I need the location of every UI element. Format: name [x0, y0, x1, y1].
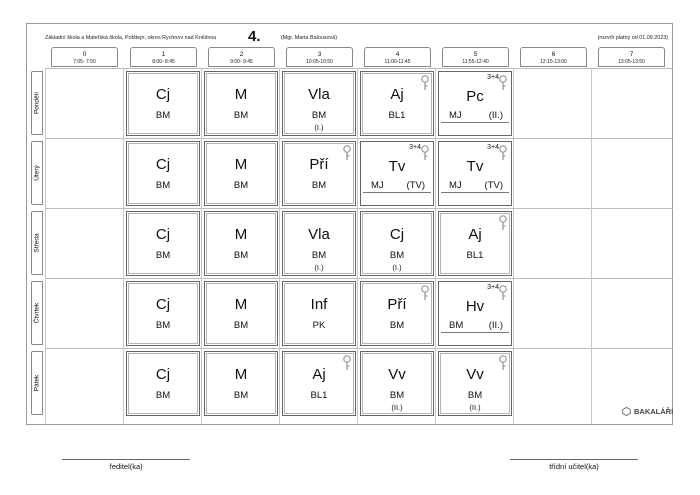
lesson-teacher: MJ: [449, 110, 462, 121]
period-number: 3: [317, 51, 322, 58]
lesson-subject: Cj: [155, 86, 171, 103]
grid-line: [513, 68, 514, 424]
lesson-group: (TV): [484, 180, 503, 191]
grid-line: [123, 68, 124, 424]
lesson-teacher: BM: [389, 250, 405, 261]
lesson-teacher: BM: [233, 250, 249, 261]
lesson-cell[interactable]: [204, 211, 278, 276]
period-time: 12:15-13:00: [540, 59, 567, 65]
lesson-cell[interactable]: [204, 281, 278, 346]
grid-line: [45, 68, 673, 69]
lesson-subject: Hv: [465, 298, 485, 315]
lesson-cell[interactable]: [204, 351, 278, 416]
group-tag: 3+4: [487, 144, 499, 151]
lesson-teacher: BM: [155, 110, 171, 121]
period-number: 1: [161, 51, 166, 58]
divider: [441, 332, 509, 333]
lesson-teacher: BM: [389, 390, 405, 401]
grid-line: [45, 278, 673, 279]
lesson-subject: Cj: [155, 296, 171, 313]
period-number: 0: [82, 51, 87, 58]
day-label-tuesday: [31, 141, 43, 205]
lesson-room: (I.): [392, 263, 402, 272]
school-name: Základní škola a Mateřská škola, Potštejn, okres Rychnov nad Kněžnou: [45, 35, 217, 41]
lesson-cell[interactable]: [360, 71, 434, 136]
grid-line: [435, 68, 436, 424]
period-header-1: [130, 47, 197, 67]
lesson-subject: Vla: [308, 86, 330, 103]
grid-line: [357, 68, 358, 424]
lesson-cell[interactable]: [282, 71, 356, 136]
group-tag: 3+4: [409, 144, 421, 151]
lesson-cell[interactable]: [438, 211, 512, 276]
lesson-cell[interactable]: [126, 141, 200, 206]
lesson-subject: M: [234, 226, 248, 243]
period-header-0: [51, 47, 118, 67]
lesson-subject: Inf: [310, 296, 328, 313]
hexagon-icon: [622, 407, 631, 416]
lesson-subject: Aj: [390, 86, 404, 103]
period-time: 13:05-13:50: [618, 59, 645, 65]
grid-line: [591, 68, 592, 424]
lesson-subject: Pc: [466, 88, 484, 105]
group-tag: 3+4: [487, 284, 499, 291]
lesson-group: (II.): [488, 320, 503, 331]
bakalari-logo: [622, 407, 673, 416]
lesson-subject: Aj: [468, 226, 482, 243]
lesson-cell[interactable]: [360, 351, 434, 416]
lesson-subject: Cj: [155, 156, 171, 173]
period-time: 10:05-10:50: [306, 59, 333, 65]
lesson-teacher: PK: [312, 320, 326, 331]
day-label-wednesday: [31, 211, 43, 275]
lesson-cell[interactable]: [126, 281, 200, 346]
lesson-subject: Cj: [155, 226, 171, 243]
period-time: 9:00- 9:45: [230, 59, 253, 65]
lesson-cell[interactable]: [438, 351, 512, 416]
lesson-cell[interactable]: [360, 281, 434, 346]
period-number: 6: [551, 51, 556, 58]
lesson-cell-split[interactable]: [438, 281, 512, 346]
day-label-friday: [31, 351, 43, 415]
lesson-subject: Vla: [308, 226, 330, 243]
period-number: 4: [395, 51, 400, 58]
lesson-cell[interactable]: [126, 71, 200, 136]
lesson-subject: Pří: [309, 156, 329, 173]
divider: [441, 122, 509, 123]
lesson-teacher: BM: [311, 250, 327, 261]
period-time: 11:55-12:40: [462, 59, 489, 65]
lesson-teacher: BM: [389, 320, 405, 331]
divider: [441, 192, 509, 193]
lesson-teacher: BM: [233, 180, 249, 191]
day-name: Úterý: [33, 165, 41, 181]
lesson-subject: Tv: [388, 158, 406, 175]
lesson-cell-split[interactable]: [438, 141, 512, 206]
period-time: 7:05- 7:50: [73, 59, 96, 65]
validity-date: (rozvrh platný od 01.09.2023): [597, 35, 668, 41]
lesson-subject: Cj: [389, 226, 405, 243]
lesson-subject: Cj: [155, 366, 171, 383]
day-name: Pondělí: [33, 91, 41, 115]
lesson-cell[interactable]: [282, 281, 356, 346]
lesson-teacher: BM: [311, 180, 327, 191]
day-name: Středa: [33, 233, 41, 253]
period-number: 5: [473, 51, 478, 58]
lesson-subject: Vv: [466, 366, 484, 383]
lesson-room: (II.): [469, 403, 481, 412]
grid-line: [45, 348, 673, 349]
lesson-teacher: MJ: [449, 180, 462, 191]
lesson-teacher: BM: [449, 320, 464, 331]
grid-line: [201, 68, 202, 424]
lesson-room: (II.): [391, 403, 403, 412]
lesson-room: (I.): [314, 123, 324, 132]
grid-line: [279, 68, 280, 424]
day-label-monday: [31, 71, 43, 135]
signature-line-class-teacher: [510, 459, 638, 460]
lesson-teacher: BM: [233, 390, 249, 401]
lesson-cell[interactable]: [360, 211, 434, 276]
lesson-subject: M: [234, 366, 248, 383]
signature-label-director: ředitel(ka): [109, 462, 143, 471]
period-time: 11:00-11:45: [384, 59, 411, 65]
lesson-teacher: BL1: [310, 390, 328, 401]
lesson-subject: M: [234, 296, 248, 313]
lesson-teacher: BM: [155, 250, 171, 261]
grid-line: [45, 208, 673, 209]
lesson-cell[interactable]: [126, 211, 200, 276]
lesson-subject: M: [234, 86, 248, 103]
lesson-teacher: BM: [233, 110, 249, 121]
brand-name: BAKALÁŘI: [634, 407, 674, 416]
period-number: 7: [629, 51, 634, 58]
lesson-cell[interactable]: [126, 351, 200, 416]
period-header-5: [442, 47, 509, 67]
class-name: 4.: [248, 28, 261, 45]
grid-line: [45, 138, 673, 139]
lesson-group: (II.): [488, 110, 503, 121]
lesson-cell[interactable]: [204, 141, 278, 206]
period-number: 2: [239, 51, 244, 58]
lesson-teacher: BM: [467, 390, 483, 401]
class-teacher: (Mgr. Marta Balousová): [281, 35, 338, 41]
lesson-room: (I.): [314, 263, 324, 272]
lesson-teacher: MJ: [371, 180, 384, 191]
lesson-cell[interactable]: [282, 211, 356, 276]
grid-line: [45, 68, 46, 424]
period-header-4: [364, 47, 431, 67]
lesson-cell-split[interactable]: [360, 141, 434, 206]
lesson-teacher: BM: [155, 320, 171, 331]
period-header-2: [208, 47, 275, 67]
signature-line-director: [62, 459, 190, 460]
lesson-teacher: BM: [155, 390, 171, 401]
divider: [363, 192, 431, 193]
lesson-cell[interactable]: [282, 351, 356, 416]
period-header-3: [286, 47, 353, 67]
lesson-group: (TV): [406, 180, 425, 191]
lesson-subject: Vv: [388, 366, 406, 383]
period-header-7: [598, 47, 665, 67]
lesson-teacher: BM: [233, 320, 249, 331]
lesson-teacher: BL1: [466, 250, 484, 261]
signature-label-class-teacher: třídní učitel(ka): [549, 462, 599, 471]
lesson-subject: Pří: [387, 296, 407, 313]
period-time: 8:00- 8:45: [152, 59, 175, 65]
lesson-subject: Tv: [466, 158, 484, 175]
period-header-6: [520, 47, 587, 67]
lesson-cell-split[interactable]: [438, 71, 512, 136]
lesson-subject: Aj: [312, 366, 326, 383]
day-name: Pátek: [33, 374, 41, 392]
lesson-teacher: BM: [311, 110, 327, 121]
lesson-cell[interactable]: [204, 71, 278, 136]
lesson-teacher: BL1: [388, 110, 406, 121]
day-label-thursday: [31, 281, 43, 345]
lesson-cell[interactable]: [282, 141, 356, 206]
day-name: Čtvrtek: [33, 302, 41, 324]
lesson-teacher: BM: [155, 180, 171, 191]
group-tag: 3+4: [487, 74, 499, 81]
lesson-subject: M: [234, 156, 248, 173]
